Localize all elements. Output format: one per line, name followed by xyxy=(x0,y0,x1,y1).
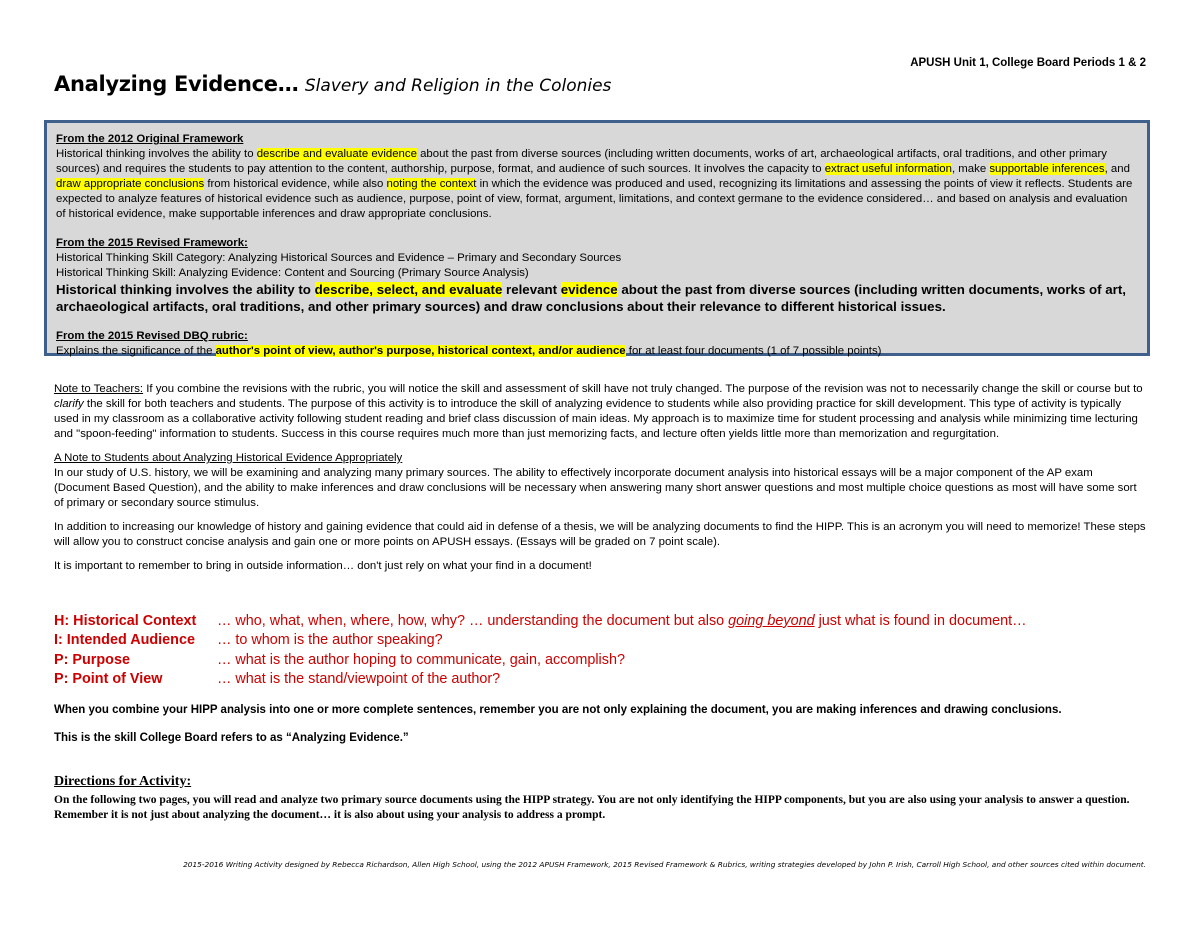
note-to-teachers: Note to Teachers: If you combine the revisions with the rubric, you will notice the skill and assessment of skill have not truly changed. The purpose of the revision was not to necessarily change the skill or course but to clarify the skill for both teachers and students. The purpose of this activity is to introduce the skill of analyzing evidence to students while also providing practice for skill development. This type of activity is typically used in my classroom as a collaborative activity following student reading and brief class discussion of main ideas. My approach is to maximize time for student processing and analysis while minimizing time lecturing and "spoon-feeding" information to students. Success in this course requires much more than just memorizing facts, and lecture often yields little more than memorization and regurgitation. xyxy=(54,383,1143,440)
revised-framework-text: Historical thinking involves the ability to describe, select, and evaluate relevant evidence about the past from diverse sources (including written documents, works of art, archaeological artifacts, oral traditions, and other primary sources) and draw conclusions about their relevance to different historical issues. xyxy=(56,282,1126,314)
skill-note: This is the skill College Board refers to as “Analyzing Evidence.” xyxy=(54,732,409,744)
original-framework-text: Historical thinking involves the ability to describe and evaluate evidence about the past from diverse sources (including written documents, works of art, archaeological artifacts, oral traditions, and other primary sources) and requires the students to pay attention to the content, authorship, purpose, format, and audience of such sources. It involves the capacity to extract useful information, make supportable inferences, and draw appropriate conclusions from historical evidence, while also noting the context in which the evidence was produced and used, recognizing its limitations and assessing the points of view it reflects. Students are expected to analyze features of historical evidence such as audience, purpose, point of view, format, argument, limitations, and context germane to the evidence considered… and based on analysis and evaluation of historical evidence, make supportable inferences and draw appropriate conclusions. xyxy=(56,148,1133,220)
highlight: draw appropriate conclusions xyxy=(56,178,205,190)
highlight: supportable inferences xyxy=(989,163,1105,175)
revised-framework-heading: From the 2015 Revised Framework: xyxy=(56,237,248,249)
highlight: evidence xyxy=(560,282,618,297)
original-framework-heading: From the 2012 Original Framework xyxy=(56,133,244,145)
students-heading: A Note to Students about Analyzing Historical Evidence Appropriately xyxy=(54,452,403,464)
directions-heading: Directions for Activity: xyxy=(54,774,192,789)
framework-box xyxy=(44,120,1150,356)
hipp-term: P: Point of View xyxy=(54,670,163,687)
revised-skill: Historical Thinking Skill: Analyzing Evidence: Content and Sourcing (Primary Source Analysis) xyxy=(56,267,529,279)
hipp-description: … what is the author hoping to communicate, gain, accomplish? xyxy=(217,651,625,668)
highlight: author's point of view, author's purpose, historical context, and/or audience xyxy=(215,345,626,357)
hipp-term: P: Purpose xyxy=(54,651,130,668)
directions-text: On the following two pages, you will read and analyze two primary source documents using the HIPP strategy. You are not only identifying the HIPP components, but you are also using your analysis to answer a question. Remember it is not just about analyzing the document… it is also about using your analysis to address a prompt. xyxy=(54,794,1130,821)
hipp-description: … to whom is the author speaking? xyxy=(217,632,443,649)
page-title xyxy=(54,72,611,96)
body-text xyxy=(54,382,1146,574)
students-paragraph-2: In addition to increasing our knowledge of history and gaining evidence that could aid in defense of a thesis, we will be analyzing documents to find the HIPP. This is an acronym you will need to memorize! These steps will allow you to construct concise analysis and gain one or more points on APUSH essays. (Essays will be graded on 7 point scale). xyxy=(54,521,1146,548)
highlight: describe, select, and evaluate xyxy=(314,282,503,297)
hipp-description: … who, what, when, where, how, why? … understanding the document but also going beyond just what is found in document… xyxy=(217,613,1027,629)
revised-skill-category: Historical Thinking Skill Category: Analyzing Historical Sources and Evidence – Primary and Secondary Sources xyxy=(56,252,622,264)
dbq-rubric-text: Explains the significance of the author's point of view, author's purpose, historical context, and/or audience for at least four documents (1 of 7 possible points) xyxy=(56,345,882,357)
hipp-term: H: Historical Context xyxy=(54,613,197,629)
combine-note: When you combine your HIPP analysis into one or more complete sentences, remember you are not only explaining the document, you are making inferences and drawing conclusions. xyxy=(54,704,1062,716)
note-label: Note to Teachers: xyxy=(54,383,144,395)
highlight: noting the context xyxy=(386,178,477,190)
students-paragraph-3: It is important to remember to bring in outside information… don't just rely on what your find in a document! xyxy=(54,560,592,572)
students-paragraph-1: In our study of U.S. history, we will be examining and analyzing many primary sources. The ability to effectively incorporate document analysis into historical essays will be a major component of the AP exam (Document Based Question), and the ability to make inferences and draw conclusions will be necessary when answering many short answer questions and most multiple choice questions as most will have some sort of primary or secondary source stimulus. xyxy=(54,467,1137,509)
footer-credit: 2015-2016 Writing Activity designed by Rebecca Richardson, Allen High School, using the 2012 APUSH Framework, 2015 Revised Framework & Rubrics, writing strategies developed by John P. Irish, Carroll High School, and other sources cited within document. xyxy=(183,860,1146,869)
title-subtitle: Slavery and Religion in the Colonies xyxy=(304,76,612,96)
hipp-description: … what is the stand/viewpoint of the author? xyxy=(217,670,501,687)
highlight: extract useful information xyxy=(824,163,952,175)
dbq-rubric-heading: From the 2015 Revised DBQ rubric: xyxy=(56,330,248,342)
hipp-term: I: Intended Audience xyxy=(54,632,195,649)
highlight: describe and evaluate evidence xyxy=(256,148,417,160)
course-header: APUSH Unit 1, College Board Periods 1 & 2 xyxy=(910,57,1146,69)
title-main: Analyzing Evidence… xyxy=(54,72,299,96)
